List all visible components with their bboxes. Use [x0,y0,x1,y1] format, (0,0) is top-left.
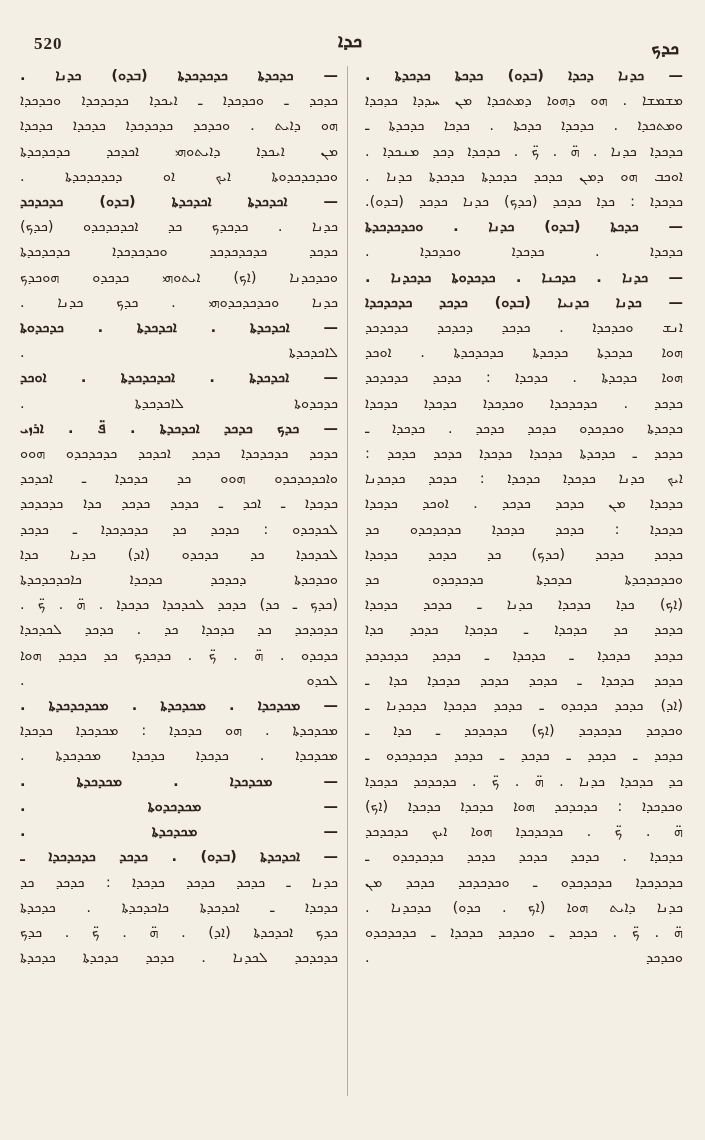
text-line: ܘܟܕܟܕ . [365,950,683,967]
text-line: ܘܡܬܟܕܐ . ܟܕܟܕܐ ܟܕܟܬܐ . ܟܕܟܐ ܟܕܟܕܬܐ ـ [365,118,683,135]
text-line: ܟܕܟܕܐ ـ ܐܟܕ ـ ܟܕܟܕ ܟܕܟܕ ܟܕܐ ܟܕܟܕܟܕ [20,496,338,513]
text-line: ܟܕܟܕ ـ ܟܕܟܕܬܐ ܟܕܟܕܐ ܟܕܟܕܐ ܟܕܟܕ ܟܕܟܕ : [365,446,683,463]
text-line: ܟܕܟܕܟܕ ܟܕ ܟܕܟܕܐ ܟܕ . ܟܕܟܕ ܠܟܕܟܕܐ [20,622,338,639]
text-line: ܟܕܟܕܟܕܐ ܟܕܟܕܟܕܘ ـ ܘܟܕܟܕܟܕ ܟܕܟܕ ܡܢ [365,874,683,891]
text-line: ܟܕ ܟܕܟܕܐ ܟܕܢܐ . ܗ̈ . ܟ̈ . ܟܕܟܕܟܕ ܟܕܟܕܐ [365,773,683,790]
text-line: ܟܕܟܕܐ : ܟܕܟܕ ܟܕܟܕܐ ܟܕܟܕܟܕܘ ܟܕ [365,521,683,538]
text-line: ܡܟܕܟܕܐ . ܟܕܟܕܐ ܟܕܟܕܐ ܡܟܕܟܕܬܐ . [20,748,338,765]
text-line: ܠܟܕܟܕܐ ܟܕ ܟܕܟܕܘ (ܐܕ) ܟܕܢܐ ܟܕܐ [20,546,338,563]
text-line: ܐܝܟ ܟܕܢܐ ܟܕܟܕܐ ܟܕܟܕܐ : ܟܕܟܕ ܟܕܟܕܢܐ [365,471,683,488]
text-line: ܟܕܟܕܘ . ܗ̈ . ܟ̈ . ܟܕܟܕܟ ܟܕ ܟܕܟܕ ܗܘܐ [20,647,338,664]
text-line: ܘܟܕܟܕܢܐ (ܐܟ) ܐܝܬܘܗܝ ܟܕܟܕܘ ܗܘܟܕܟ [20,269,338,286]
text-line: ܟܕܟܕ ܟܕܟܕܐ ـ ܟܕܟܕ ܟܕܟܕ ܟܕܟܕܐ ܟܕܐ ـ [365,672,683,689]
entry-line: — ܐܟܕܟܕܬܐ . ܐܟܕܟܕܬܐ . ܟܕܟܕܘܬܐ [20,320,338,337]
text-line: ܘܟܕܟܕܟܕܬܐ ܟܕܟܕܬܐ ܟܕܟܕܟܕܘ ܟܕ [365,572,683,589]
text-line: ܟܕܟܕ ܟܕܟܕܟܕܐ ܟܕܟܕ ܐܟܕܟܕ ܟܕܟܕܟܕܘ ܗܘܘ [20,446,338,463]
running-head: ܟܕܐ [337,30,363,52]
text-line: ܟܕܟܕܬܐ ܘܟܕܟܕܘ ܟܕܟܕ ܟܕܟܕ . ܟܕܟܕܐ ـ [365,420,683,437]
text-line: ܗܘܐ ܟܕܟܕܬܐ ܟܕܟܕܬܐ ܟܕܟܕܟܕܬܐ . ܐܘܟܕ [365,345,683,362]
entry-line: — ܡܟܕܟܕܬܐ . [20,824,338,841]
text-line: ܟܕܟܕ ـ ܘܟܕܟܕܐ ـ ܐܝܟܕܐ ܟܕܟܕܟܕܐ ܘܟܕܟܕܐ [20,93,338,110]
text-line: ܗܘܐ ܟܕܟܕܬܐ . ܟܕܟܕܐ : ܟܕܟܕ ܟܕܟܕܟܕ [365,370,683,387]
text-line: ܟܕܢܐ ـ ܟܕܟܕ ܟܕܟܕ ܟܕܟܕܐ : ܟܕܟܕ ܟܕ [20,874,338,891]
text-line: ܟܕܟܕ ـ ܟܕܟܕ ـ ܟܕܟܕ ـ ܟܕܟܕ ܟܕܟܕܟܕܘ ـ [365,748,683,765]
text-line: ܘܟܕܟܕܟܕܘܬܐ ܐܝܟ ܐܘ ܕܟܕܟܕܟܕܬܐ . [20,168,338,185]
left-column [20,64,338,1124]
entry-line: — ܟܕܟ ܟܕܟܕ ܐܟܕܟܕܬܐ . ܦ̈ . ܐܪܙܝ [20,420,338,437]
text-line: ܐܘܟܒ ܗܘ ܕܡܢ ܟܕܟܕ ܟܕܟܕܬܐ ܟܕܟܕܬܐ ܟܕܢܐ . [365,168,683,185]
text-line: ܡܫܡܫܐ . ܗܘ ܕܗܘܐ ܕܡܬܟܕܐ ܡܢ ܚܕܕܐ ܟܕܟܕܐ [365,93,683,110]
text-line: ܟܕܟܕܐ : ܟܕܐ ܟܕܟܕ (ܟܕܟ) ܟܕܢܐ ܟܕܟܕ (ܒܕܘ). [365,194,683,211]
text-line: (ܐܟ) ܟܕܐ ܟܕܟܕܐ ܟܕܢܐ ـ ܟܕܟܕ ܟܕܟܕܐ [365,597,683,614]
text-line: ܘܟܕܟܕܐ : ܟܕܟܕܟܕ ܗܘܐ ܟܕܟܕܐ ܟܕܟܕܐ (ܐܟ) [365,798,683,815]
text-line: ܘܟܕܟܕܬܐ ܕܟܕܟܕ ܟܕܟܕܐ ܟܐܟܕܟܕܟܕܬܐ [20,572,338,589]
text-line: (ܟܕܟ ـ ܟܕ) ܟܕܟܕ ܠܟܕܟܕܐ ܟܕܟܕܐ . ܗ̈ . ܟ̈ . [20,597,338,614]
entry-line: — ܟܕܢܐ ܕܟܕܐ (ܒܕܘ) ܟܕܟܬܐ ܟܕܟܕܬܐ . [365,68,683,84]
text-line: ܟܕܟܕܟܕ ܠܟܕܢܐ . ܟܕܟܕ ܟܕܟܕܬܐ ܟܕܟܕܬܐ [20,950,338,967]
right-column [365,64,683,1124]
text-line: ܟܕܟܕܐ ܟܕܢܐ . ܗ̈ . ܟ̈ . ܟܕܟܕܐ ܕܟܕ ܡܢܟܕܐ . [365,143,683,160]
column-divider [347,66,348,1096]
text-line: ܟܕܟܕܐ ܡܢ ܟܕܟܕ ܟܕܟܕ . ܐܘܟܕ ܟܕܟܕܐ [365,496,683,513]
text-line: ܟܕܟܕܐ ـ ܐܟܕܟܕܬܐ ܟܐܟܕܟܕܬܐ . ܟܕܟܕܬܐ [20,899,338,916]
text-line: ܗܘ ܕܐܝܬ . ܘܟܕܟܕ ܟܕܟܕܟܕܐ ܟܕܟܕܐ ܟܕܟܕܐ [20,118,338,135]
entry-line: — ܟܕܢܐ ܟܕܢܝܐ (ܒܕܘ) ܟܕܟܕ ܟܕܟܕܟܕܐ [365,294,683,311]
entry-line: — ܡܟܕܟܕܐ . ܡܟܕܟܕܬܐ . ܡܟܕܟܕܟܕܬܐ . [20,698,338,715]
entry-line: — ܟܕܟܬܐ (ܒܕܘ) ܟܕܢܐ . ܘܟܕܟܕܟܕܬܐ [365,219,683,236]
entry-line: — ܡܟܕܟܕܐ . ܡܟܕܟܕܬܐ . [20,773,338,790]
text-line: ܠܟܕܟܕܘ : ܟܕܟܕ ܟܕ ܟܕܟܕܟܕܐ ـ ܟܕܟܕ [20,521,338,538]
text-line: (ܐܕ) ܟܕܟܕ ܟܕܟܕܘ ـ ܟܕܟܕ ܟܕܟܕܐ ܟܕܟܕܢܐ ـ [365,698,683,715]
corner-head: ܟܕܟ [651,38,679,59]
text-line: ܟܕܢܐ . ܟܕܟܕܟ ܟܕ ܐܟܕܟܕܟܕܘ (ܟܕܟ) [20,219,338,236]
text-line: ܟܕܟܕ ܟܕ ܟܕܟܕܐ ـ ܟܕܟܕܐ ܟܕܟܕ ܟܕܐ [365,622,683,639]
text-line: ܐܢܫ ܘܟܕܟܕܐ . ܟܕܟܕ ܕܟܕܟܕ ܟܕܟܕܟܕ [365,320,683,337]
text-line: ܟܕܟܕ . ܟܕܟܕܟܕܐ ܘܟܕܟܕܐ ܟܕܟܕܐ ܟܕܟܕܐ [365,395,683,412]
text-line: ܗ̈ . ܟ̈ . ܟܕܟܕܟܕܐ ܗܘܐ ܐܝܟ ܟܕܟܕܟܕ [365,824,683,841]
text-line: ܠܐܟܕܟܕܬܐ . [20,345,338,362]
text-line: ܟܕܟܕܘܬܐ ܠܐܟܕܟܕܬܐ . [20,395,338,412]
text-line: ܗ̈ . ܟ̈ . ܟܕܟܕ ـ ܘܟܕܟܕ ܟܕܟܕܐ ـ ܟܕܟܕܟܕܘ [365,924,683,941]
entry-line: — ܐܟܕܟܕܬܐ . ܐܟܕܟܕܟܕܬܐ . ܐܘܟܕ [20,370,338,387]
entry-line: — ܟܕܢܐ . ܟܕܟܢܐ . ܟܕܟܕܘܬܐ ܟܕܟܕܢܐ . [365,269,683,286]
text-line: ܟܕܟܕܐ . ܟܕܟܕܐ ܘܟܕܟܕܐ . [365,244,683,261]
text-line: ܘܟܕܟܕ ܟܕܟܕܟܕ (ܐܟ) ܟܕܟܕܟܕ ـ ܟܕܐ ـ [365,723,683,740]
text-line: ܟܕܟ ܐܟܕܟܕܬܐ (ܐܕ) . ܗ̈ . ܟ̈ . ܟܕܟ [20,924,338,941]
text-line: ܘܐܟܕܟܕܟܕܘ ܗܘܘ ܟܕ ܟܕܟܕܐ ـ ܐܟܕܟܕ [20,471,338,488]
text-line: ܡܟܕܟܕܬܐ . ܗܘ ܟܕܟܕܐ : ܡܟܕܟܕܐ ܟܕܟܕܐ [20,723,338,740]
entry-line: — ܐܟܕܟܕܬܐ ܐܟܕܟܕܬܐ (ܒܕܘ) ܟܕܟܕܟܕ [20,194,338,211]
page-number: 520 [34,34,63,53]
text-line: ܠܟܕܘ . [20,672,338,689]
text-line: ܟܕܢܐ ܘܟܕܟܕܟܕܘܗܝ . ܟܕܟ ܟܕܢܐ . [20,294,338,311]
text-line: ܟܕܟܕ ܟܕܟܕ (ܟܕܟ) ܟܕ ܟܕܟܕ ܟܕܟܕܐ [365,546,683,563]
text-line: ܟܕܢܐ ܕܐܝܬ ܗܘܐ (ܐܟ . ܟܕܘ) ܟܕܟܕܢܐ . [365,899,683,916]
text-line: ܟܕܟܕܐ . ܟܕܟܕ ܟܕܟܕ ܟܕܟܕ ܟܕܟܕܟܕܘ ـ [365,849,683,866]
entry-line: — ܐܟܕܟܕܬܐ (ܒܕܘ) . ܟܕܟܕ ܟܕܟܕܟܕܐ ـ [20,849,338,866]
text-line: ܟܕܟܕ ܟܕܟܕܐ ـ ܟܕܟܕܐ ـ ܟܕܟܕ ܟܕܟܕܟܕ [365,647,683,664]
text-line: ܡܢ ܐܝܟܕܐ ܕܐܝܬܘܗܝ ܐܟܕܟܕ ܟܕܟܕܟܕܬܐ [20,143,338,160]
entry-line: — ܟܕܟܕܬܐ ܟܕܟܕܟܕܬܐ (ܒܕܘ) ܟܕܢܐ . [20,68,338,84]
text-line: ܟܕܟܕ ܟܕܟܕܟܕܟܕ ܘܟܕܟܕܟܕܐ ܟܕܟܕܟܕܬܐ [20,244,338,261]
entry-line: — ܡܟܕܟܕܘܬܐ . [20,798,338,815]
